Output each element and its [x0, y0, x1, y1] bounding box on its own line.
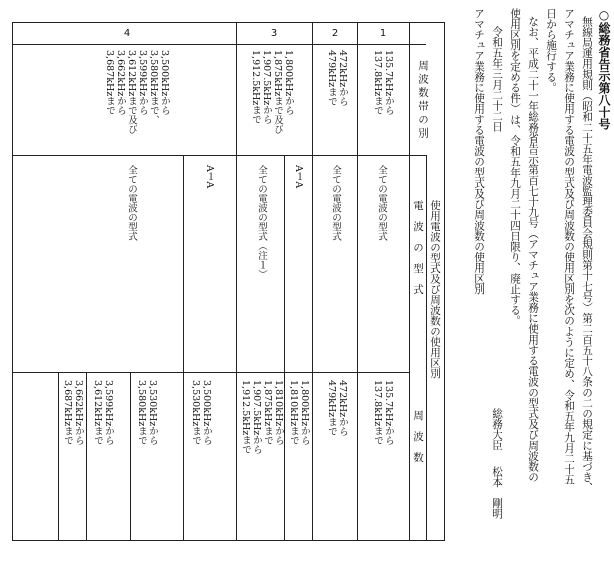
freq-line: 1,875kHzまで	[262, 380, 273, 446]
band-line: 1,912.5kHzまで	[250, 50, 261, 125]
table-border-left	[12, 22, 13, 541]
table-border-top	[12, 22, 444, 23]
band-line: 479kHzまで	[326, 50, 337, 107]
header-freq: 周 波 数	[412, 410, 424, 463]
header-type: 電 波 の 型 式	[412, 200, 424, 295]
freq-cell	[372, 380, 394, 445]
type-cell: A１A	[293, 165, 304, 189]
row-number: 2	[331, 28, 339, 39]
freq-line: 3,687kHzまで	[62, 380, 73, 446]
band-line: 1,875kHzまで及び	[272, 50, 283, 135]
band-line: 135.7kHzから	[383, 50, 394, 116]
notice-body-line-3: 日から施行する。	[545, 8, 557, 93]
notice-body-line-5: 使用区別を定める件）は、令和五年九月二十四日限り、廃止する。	[509, 8, 521, 326]
band-line: 137.8kHzまで	[372, 50, 383, 116]
freq-cell	[190, 380, 212, 445]
row-number: 1	[379, 28, 387, 39]
notice-body-line-1: 無線局運用規則（昭和二十五年電波監理委員会規則第十七号）第二百五十八条の二の規定に基づき、	[581, 16, 593, 493]
table-rule-band	[12, 155, 426, 156]
band-line: 3,580kHzまで、	[148, 50, 159, 125]
freq-line: 135.7kHzから	[383, 380, 394, 446]
freq-line: 3,580kHzまで	[136, 380, 147, 446]
table-rule-type	[12, 372, 409, 373]
header-band: 周波数帯の別	[417, 60, 429, 141]
signer-name: 松本 剛明	[491, 466, 503, 519]
type-cell: 全ての電波の型式	[376, 165, 387, 241]
freq-line: 472kHzから	[337, 380, 348, 437]
freq-line: 137.8kHzまで	[372, 380, 383, 446]
freq-line: 479kHzまで	[326, 380, 337, 437]
type-cell: 全ての電波の型式	[126, 165, 137, 241]
row-number: 3	[270, 28, 278, 39]
band-line: 3,662kHzから	[115, 50, 126, 116]
table-group-header-rule	[426, 155, 427, 541]
band-cell	[372, 50, 394, 115]
freq-line: 1,907.5kHzから	[251, 380, 262, 455]
band-line: 1,907.5kHzから	[261, 50, 272, 125]
freq-line: 1,810kHzから	[273, 380, 284, 446]
notice-title: ○総務省告示第八十号	[597, 8, 611, 130]
freq-line: 3,530kHzから	[147, 380, 158, 446]
header-group: 使用電波の型式及び周波数の使用区別	[429, 200, 441, 379]
row-number: 4	[123, 28, 131, 39]
row4-sub-rule-1	[183, 155, 184, 541]
notice-body-line-4: なお、平成二十一年総務省告示第百七十九号（アマチュア業務に使用する電波の型式及び周波数の	[527, 16, 539, 483]
type-cell: 全ての電波の型式（注１）	[256, 165, 267, 279]
band-line: 3,612kHzまで及び	[126, 50, 137, 135]
table-border-right	[444, 22, 445, 541]
freq-line: 1,800kHzから	[299, 380, 310, 446]
signer-title: 総務大臣	[491, 408, 503, 451]
row-rule-2-3	[312, 22, 313, 541]
freq-cell	[92, 380, 114, 445]
table-rule-number	[12, 44, 426, 45]
band-line: 3,599kHzから	[137, 50, 148, 116]
freq-line: 1,912.5kHzまで	[240, 380, 251, 455]
notice-date: 令和五年三月二十二日	[491, 26, 503, 132]
table-border-bottom	[12, 540, 444, 541]
band-line: 1,800kHzから	[283, 50, 294, 116]
band-line: 472kHzから	[337, 50, 348, 107]
type-cell: 全ての電波の型式	[330, 165, 341, 241]
row-rule-1-2	[357, 22, 358, 541]
freq-line: 3,612kHzまで	[92, 380, 103, 446]
freq-cell	[240, 380, 284, 454]
freq-line: 3,530kHzまで	[190, 380, 201, 446]
freq-line: 3,599kHzから	[103, 380, 114, 446]
band-cell	[326, 50, 348, 106]
row3-sub-rule	[284, 155, 285, 541]
freq-line: 3,662kHzから	[73, 380, 84, 446]
band-line: 3,687kHzまで	[104, 50, 115, 116]
row-rule-3-4	[236, 22, 237, 541]
table-caption: アマチュア業務に使用する電波の型式及び周波数の使用区別	[473, 8, 485, 295]
freq-line: 1,810kHzまで	[288, 380, 299, 446]
freq-cell	[326, 380, 348, 436]
type-cell: A１A	[204, 165, 215, 189]
row4-sub-rule-4	[58, 372, 59, 541]
band-cell	[104, 50, 170, 134]
freq-line: 3,500kHzから	[201, 380, 212, 446]
row4-sub-rule-3	[86, 372, 87, 541]
row4-sub-rule-2	[130, 372, 131, 541]
band-line: 3,500kHzから	[159, 50, 170, 116]
band-cell	[250, 50, 294, 134]
freq-cell	[288, 380, 310, 445]
table-subheader-rule	[409, 22, 410, 541]
freq-cell	[62, 380, 84, 445]
notice-body-line-2: アマチュア業務に使用する電波の型式及び周波数の使用区別を次のように定め、令和五年九月二十五	[563, 8, 575, 485]
freq-cell	[136, 380, 158, 445]
